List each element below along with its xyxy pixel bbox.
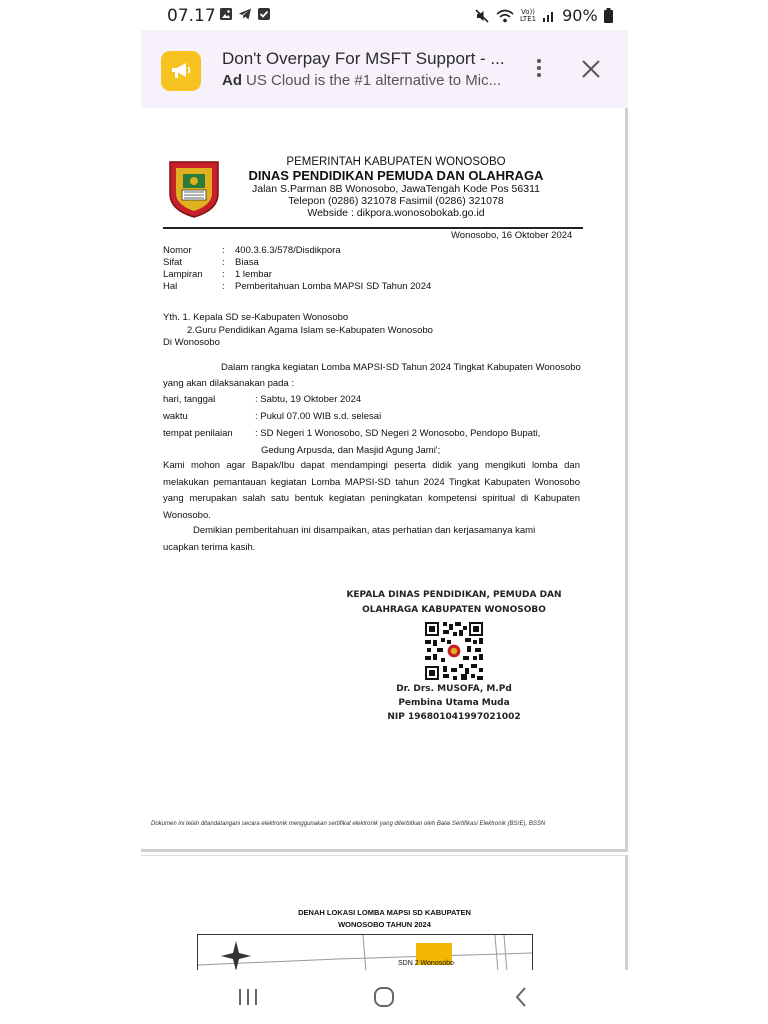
back-icon[interactable] [510,986,534,1008]
location-map [197,934,533,971]
battery-icon [604,8,613,23]
megaphone-icon [170,61,192,81]
battery-percent: 90% [562,6,598,25]
gallery-icon [219,7,233,21]
document-page[interactable] [141,108,628,852]
ad-logo [161,51,201,91]
body-paragraph: Kami mohon agar Bapak/Ibu dapat mendampingi peserta didik yang mengikuti lomba dan melakukan pemantauan kegiatan Lomba MAPSI-SD tahun 2024 Tingkat Kabupaten Wonosobo yang merupakan salah satu bentuk kegiatan peningkatan kompetensi spiritual di Kabupaten Wonosobo. [163,460,580,521]
meta-sep: : [222,245,225,256]
schedule-label: tempat penilaian [163,428,233,439]
signer-name: Dr. Drs. MUSOFA, M.Pd [396,684,512,694]
meta-sep: : [222,269,225,280]
meta-sep: : [222,257,225,268]
letterhead-address: Jalan S.Parman 8B Wonosobo, JawaTengah Kode Pos 56311 [252,183,540,195]
schedule-value: : Sabtu, 19 Oktober 2024 [255,394,362,405]
volte-label: Vo)) [521,7,536,16]
lte-label: LTE1 [520,14,537,23]
signer-title-1: KEPALA DINAS PENDIDIKAN, PEMUDA DAN [346,590,562,600]
meta-label: Lampiran [163,269,203,280]
meta-sep: : [222,281,225,292]
notification-icons [219,7,271,21]
intro-line-2: yang akan dilaksanakan pada : [163,378,294,389]
ad-subtitle[interactable] [222,72,501,89]
meta-label: Sifat [163,257,183,268]
close-icon[interactable] [580,58,602,80]
map-title-2: WONOSOBO TAHUN 2024 [338,920,431,929]
closing-line-1: Demikian pemberitahuan ini disampaikan, atas perhatian dan kerjasamanya kami [193,525,536,536]
ad-tag: Ad [222,72,242,89]
letterhead-website: Webside : dikpora.wonosobokab.go.id [307,207,485,219]
schedule-value: : Pukul 07.00 WIB s.d. selesai [255,411,382,422]
signer-nip: NIP 196801041997021002 [387,712,521,722]
status-time: 07.17 [167,6,216,26]
home-icon[interactable] [372,986,396,1008]
place-date: Wonosobo, 16 Oktober 2024 [451,230,573,241]
signer-title-2: OLAHRAGA KABUPATEN WONOSOBO [362,605,546,615]
letterhead-line-1: PEMERINTAH KABUPATEN WONOSOBO [286,156,506,168]
meta-label: Hal [163,281,178,292]
meta-value: 1 lembar [235,269,272,280]
telegram-icon [238,7,252,21]
check-box-icon [257,7,271,21]
recents-icon[interactable] [236,986,260,1008]
intro-line-1: Dalam rangka kegiatan Lomba MAPSI-SD Tahun 2024 Tingkat Kabupaten Wonosobo [221,362,581,373]
letterhead [231,156,561,219]
meta-value: Biasa [235,257,259,268]
ad-title[interactable]: Don't Overpay For MSFT Support - ... [222,49,505,68]
signer-rank: Pembina Utama Muda [398,698,510,708]
schedule-continuation: Gedung Arpusda, dan Masjid Agung Jami'; [261,445,441,456]
wifi-icon [496,8,514,24]
letterhead-phone: Telepon (0286) 321078 Fasimil (0286) 321078 [288,195,504,207]
recipient-line-3: Di Wonosobo [163,337,220,348]
signal-icon [542,9,556,23]
network-type [520,9,536,23]
schedule-label: waktu [163,411,188,422]
meta-value: Pemberitahuan Lomba MAPSI SD Tahun 2024 [235,281,432,292]
schedule-value: : SD Negeri 1 Wonosobo, SD Negeri 2 Wonosobo, Pendopo Bupati, [255,428,541,439]
meta-label: Nomor [163,245,192,256]
navigation-bar [0,970,768,1024]
more-vert-icon[interactable] [533,56,545,80]
document-page-2[interactable] [141,855,628,970]
recipient-line-2: 2.Guru Pendidikan Agama Islam se-Kabupaten Wonosobo [187,325,433,336]
map-label: SDN 2 Wonosobo [398,960,454,967]
qr-code-icon [425,622,483,680]
crest-icon [168,160,220,218]
system-status-icons [474,6,613,25]
letterhead-line-2: DINAS PENDIDIKAN PEMUDA DAN OLAHRAGA [248,168,544,183]
status-bar [0,0,768,30]
recipient-line-1: Yth. 1. Kepala SD se-Kabupaten Wonosobo [163,312,349,323]
closing-line-2: ucapkan terima kasih. [163,542,256,553]
ad-banner[interactable] [141,30,628,108]
e-signature-footnote: Dokumen ini telah ditandatangani secara elektronik menggunakan sertifikat elektronik yang diterbitkan oleh Balai Sertifikasi Elektronik (BSrE), BSSN [151,821,546,827]
ad-subtitle-text: US Cloud is the #1 alternative to Mic... [246,72,502,89]
map-drawing [198,935,533,971]
map-title-1: DENAH LOKASI LOMBA MAPSI SD KABUPATEN [298,908,471,917]
meta-value: 400.3.6.3/578/Disdikpora [235,245,341,256]
mute-icon [474,8,490,24]
letterhead-divider [163,227,583,229]
schedule-label: hari, tanggal [163,394,216,405]
